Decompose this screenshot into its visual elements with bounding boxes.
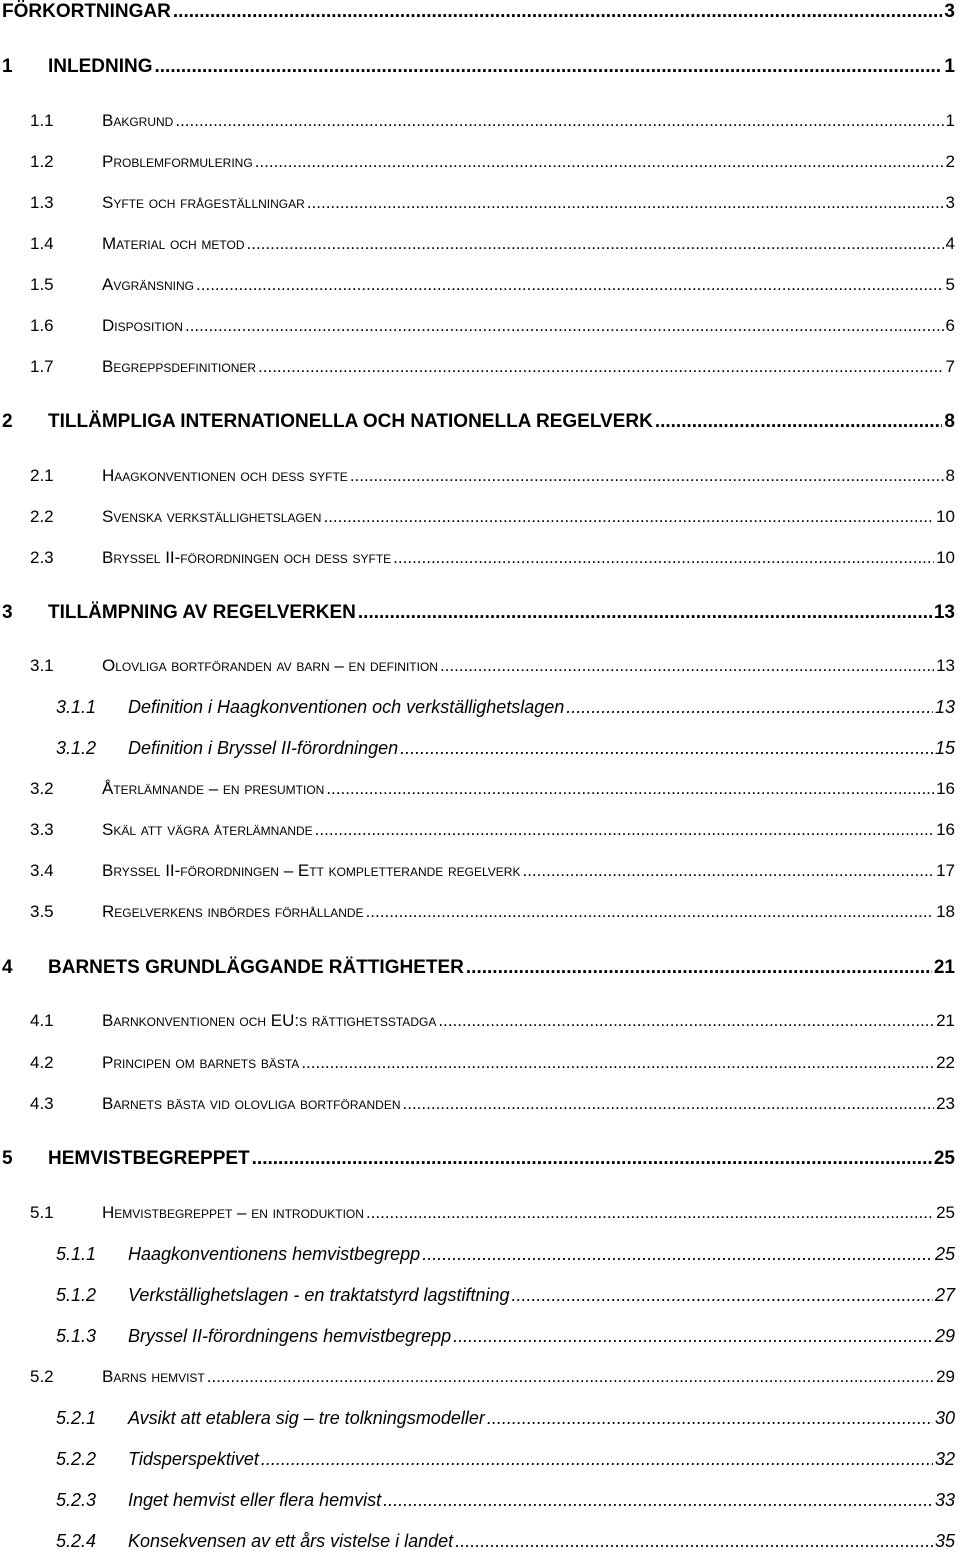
toc-entry-s5[interactable] — [0, 1148, 955, 1170]
toc-entry-number: 1.4 — [30, 234, 54, 253]
toc-entry-number: 1.6 — [30, 316, 54, 335]
toc-entry-number: 1 — [2, 56, 13, 77]
toc-entry-number: 1.2 — [30, 152, 54, 171]
dot-leader — [301, 1053, 934, 1073]
toc-entry-title: Bryssel II-förordningen – Ett kompletterande regelverk — [102, 861, 521, 880]
dot-leader — [455, 1531, 933, 1552]
toc-entry-page-number: 32 — [934, 1449, 955, 1469]
toc-entry-title: TILLÄMPNING AV REGELVERKEN — [48, 602, 356, 623]
toc-entry-title: Definition i Bryssel II-förordningen — [128, 738, 399, 758]
toc-entry-s5-1[interactable] — [0, 1203, 955, 1223]
toc-entry-title: Tidsperspektivet — [128, 1449, 259, 1469]
toc-entry-page-number: 21 — [933, 957, 955, 978]
toc-entry-s3-1-2[interactable] — [0, 738, 955, 759]
toc-entry-s1-6[interactable] — [0, 316, 955, 336]
toc-entry-page-number: 13 — [933, 602, 955, 623]
toc-entry-number: 2.2 — [30, 507, 54, 526]
toc-entry-s3-4[interactable] — [0, 861, 955, 881]
toc-entry-page-number: 21 — [936, 1011, 955, 1030]
dot-leader — [358, 602, 932, 624]
toc-entry-s5-2[interactable] — [0, 1367, 955, 1387]
dot-leader — [323, 507, 934, 527]
toc-entry-s1-2[interactable] — [0, 152, 955, 172]
toc-entry-number: 3.5 — [30, 902, 54, 921]
toc-entry-s5-2-2[interactable] — [0, 1449, 955, 1470]
toc-entry-number: 1.3 — [30, 193, 54, 212]
toc-entry-page-number: 33 — [934, 1490, 955, 1510]
toc-entry-page-number: 16 — [936, 820, 955, 839]
toc-entry-s5-2-3[interactable] — [0, 1490, 955, 1511]
toc-entry-title: Definition i Haagkonventionen och verkställighetslagen — [128, 697, 565, 717]
toc-entry-page-number: 15 — [934, 738, 955, 758]
toc-entry-title: INLEDNING — [48, 56, 153, 77]
toc-entry-number: 3.3 — [30, 820, 54, 839]
toc-entry-number: 1.7 — [30, 357, 54, 376]
toc-entry-page-number: 22 — [936, 1053, 955, 1072]
toc-entry-title: Problemformulering — [102, 152, 253, 171]
dot-leader — [655, 411, 943, 433]
toc-entry-page-number: 25 — [933, 1148, 955, 1169]
toc-entry-page-number: 35 — [934, 1531, 955, 1551]
toc-entry-s5-2-4[interactable] — [0, 1531, 955, 1552]
dot-leader — [366, 902, 935, 922]
toc-entry-s1-3[interactable] — [0, 193, 955, 213]
toc-entry-page-number: 29 — [936, 1367, 955, 1386]
toc-entry-title: Material och metod — [102, 234, 245, 253]
toc-entry-s4-3[interactable] — [0, 1094, 955, 1114]
toc-entry-s3-1-1[interactable] — [0, 697, 955, 718]
dot-leader — [350, 466, 944, 486]
dot-leader — [366, 1203, 934, 1223]
toc-entry-number: 3.1.1 — [56, 697, 97, 717]
toc-entry-page-number: 17 — [936, 861, 955, 880]
toc-entry-title: BARNETS GRUNDLÄGGANDE RÄTTIGHETER — [48, 957, 464, 978]
toc-entry-number: 2.3 — [30, 548, 54, 567]
toc-entry-number: 3.4 — [30, 861, 54, 880]
dot-leader — [393, 548, 934, 568]
toc-entry-title: Barnets bästa vid olovliga bortföranden — [102, 1094, 401, 1113]
toc-entry-title: Konsekvensen av ett års vistelse i landet — [128, 1531, 454, 1551]
toc-entry-page-number: 13 — [936, 656, 955, 675]
toc-entry-page-number: 27 — [934, 1285, 955, 1305]
toc-entry-page-number: 5 — [945, 275, 955, 294]
toc-entry-page-number: 10 — [936, 548, 955, 567]
toc-entry-title: Syfte och frågeställningar — [102, 193, 305, 212]
dot-leader — [252, 1148, 932, 1170]
dot-leader — [566, 697, 933, 718]
toc-entry-s4[interactable] — [0, 957, 955, 979]
toc-entry-page-number: 7 — [945, 357, 955, 376]
dot-leader — [522, 861, 934, 881]
toc-entry-title: Hemvistbegreppet – en introduktion — [102, 1203, 364, 1222]
toc-entry-title: Haagkonventionens hemvistbegrepp — [128, 1244, 421, 1264]
toc-entry-title: Barns hemvist — [102, 1367, 205, 1386]
toc-entry-s1-4[interactable] — [0, 234, 955, 254]
toc-entry-page-number: 16 — [936, 779, 955, 798]
toc-entry-page-number: 25 — [934, 1244, 955, 1264]
toc-entry-number: 5.2 — [30, 1367, 54, 1386]
toc-entry-title: Svenska verkställighetslagen — [102, 507, 322, 526]
toc-entry-page-number: 4 — [945, 234, 955, 253]
toc-entry-s3-2[interactable] — [0, 779, 955, 799]
toc-entry-number: 3.2 — [30, 779, 54, 798]
toc-entry-title: Återlämnande – en presumtion — [102, 779, 325, 798]
toc-entry-number: 5.2.2 — [56, 1449, 97, 1469]
toc-entry-number: 5.1.3 — [56, 1326, 97, 1346]
dot-leader — [383, 1490, 933, 1511]
toc-entry-page-number: 3 — [944, 1, 955, 22]
dot-leader — [466, 957, 932, 979]
toc-entry-number: 4.2 — [30, 1053, 54, 1072]
toc-entry-s2-2[interactable] — [0, 507, 955, 527]
dot-leader — [422, 1244, 933, 1265]
toc-entry-title: HEMVISTBEGREPPET — [48, 1148, 250, 1169]
toc-entry-number: 3 — [2, 602, 13, 623]
toc-entry-title: TILLÄMPLIGA INTERNATIONELLA OCH NATIONELLA REGELVERK — [48, 411, 653, 432]
toc-entry-title: Avsikt att etablera sig – tre tolkningsmodeller — [128, 1408, 485, 1428]
dot-leader — [315, 820, 934, 840]
toc-entry-s1-5[interactable] — [0, 275, 955, 295]
toc-entry-s4-2[interactable] — [0, 1053, 955, 1073]
toc-entry-title: Verkställighetslagen - en traktatstyrd lagstiftning — [128, 1285, 510, 1305]
toc-entry-title: Bryssel II-förordningen och dess syfte — [102, 548, 392, 567]
toc-entry-page-number: 25 — [936, 1203, 955, 1222]
toc-entry-page-number: 30 — [934, 1408, 955, 1428]
toc-entry-s3-3[interactable] — [0, 820, 955, 840]
toc-entry-page-number: 1 — [945, 111, 955, 130]
dot-leader — [326, 779, 934, 799]
toc-entry-number: 1.5 — [30, 275, 54, 294]
toc-entry-title: Begreppsdefinitioner — [102, 357, 257, 376]
dot-leader — [207, 1367, 934, 1387]
toc-entry-s4-1[interactable] — [0, 1011, 955, 1031]
dot-leader — [307, 193, 944, 213]
toc-entry-page-number: 8 — [945, 466, 955, 485]
toc-entry-title: Regelverkens inbördes förhållande — [102, 902, 364, 921]
toc-entry-title: Bryssel II-förordningens hemvistbegrepp — [128, 1326, 452, 1346]
dot-leader — [185, 316, 944, 336]
toc-entry-fork[interactable] — [0, 1, 955, 23]
toc-entry-number: 4.3 — [30, 1094, 54, 1113]
toc-entry-s3[interactable] — [0, 602, 955, 624]
toc-entry-s2-1[interactable] — [0, 466, 955, 486]
toc-entry-title: Principen om barnets bästa — [102, 1053, 300, 1072]
dot-leader — [258, 357, 944, 377]
dot-leader — [196, 275, 944, 295]
toc-entry-s5-1-1[interactable] — [0, 1244, 955, 1265]
toc-entry-page-number: 18 — [936, 902, 955, 921]
dot-leader — [261, 1449, 933, 1470]
toc-entry-s5-2-1[interactable] — [0, 1408, 955, 1429]
toc-entry-title: Barnkonventionen och EU:s rättighetsstadga — [102, 1011, 437, 1030]
toc-entry-page-number: 13 — [934, 697, 955, 717]
toc-entry-s5-1-3[interactable] — [0, 1326, 955, 1347]
toc-entry-title: Avgränsning — [102, 275, 195, 294]
dot-leader — [453, 1326, 933, 1347]
toc-entry-number: 5.2.3 — [56, 1490, 97, 1510]
toc-entry-page-number: 23 — [936, 1094, 955, 1113]
toc-entry-s1-7[interactable] — [0, 357, 955, 377]
toc-entry-number: 5.2.4 — [56, 1531, 97, 1551]
toc-entry-page-number: 2 — [945, 152, 955, 171]
toc-entry-number: 5.1.2 — [56, 1285, 97, 1305]
dot-leader — [247, 234, 944, 254]
toc-entry-number: 5 — [2, 1148, 13, 1169]
toc-entry-title: Olovliga bortföranden av barn – en definition — [102, 656, 438, 675]
dot-leader — [255, 152, 944, 172]
toc-entry-number: 2.1 — [30, 466, 54, 485]
toc-entry-number: 3.1.2 — [56, 738, 97, 758]
toc-entry-s5-1-2[interactable] — [0, 1285, 955, 1306]
toc-entry-number: 4.1 — [30, 1011, 54, 1030]
toc-entry-number: 4 — [2, 957, 13, 978]
toc-entry-page-number: 6 — [945, 316, 955, 335]
toc-entry-title: Inget hemvist eller flera hemvist — [128, 1490, 382, 1510]
toc-entry-page-number: 3 — [945, 193, 955, 212]
dot-leader — [438, 1011, 934, 1031]
toc-entry-title: Bakgrund — [102, 111, 174, 130]
toc-entry-s1-1[interactable] — [0, 111, 955, 131]
dot-leader — [175, 111, 943, 131]
dot-leader — [400, 738, 933, 759]
toc-entry-number: 2 — [2, 411, 13, 432]
dot-leader — [155, 56, 943, 78]
toc-entry-page-number: 8 — [944, 411, 955, 432]
toc-entry-title: Disposition — [102, 316, 183, 335]
toc-entry-s3-5[interactable] — [0, 902, 955, 922]
dot-leader — [173, 1, 943, 23]
toc-entry-number: 5.1.1 — [56, 1244, 97, 1264]
toc-entry-page-number: 1 — [944, 56, 955, 77]
toc-entry-title: FÖRKORTNINGAR — [2, 1, 171, 22]
toc-entry-number: 5.1 — [30, 1203, 54, 1222]
toc-entry-number: 1.1 — [30, 111, 54, 130]
toc-entry-page-number: 29 — [934, 1326, 955, 1346]
toc-entry-s1[interactable] — [0, 56, 955, 78]
toc-entry-title: Haagkonventionen och dess syfte — [102, 466, 348, 485]
toc-entry-page-number: 10 — [936, 507, 955, 526]
dot-leader — [440, 656, 934, 676]
toc-entry-s2-3[interactable] — [0, 548, 955, 568]
dot-leader — [512, 1285, 933, 1306]
dot-leader — [403, 1094, 935, 1114]
dot-leader — [487, 1408, 933, 1429]
toc-entry-title: Skäl att vägra återlämnande — [102, 820, 313, 839]
toc-entry-s3-1[interactable] — [0, 656, 955, 676]
toc-entry-s2[interactable] — [0, 411, 955, 433]
toc-entry-number: 3.1 — [30, 656, 54, 675]
toc-entry-number: 5.2.1 — [56, 1408, 97, 1428]
